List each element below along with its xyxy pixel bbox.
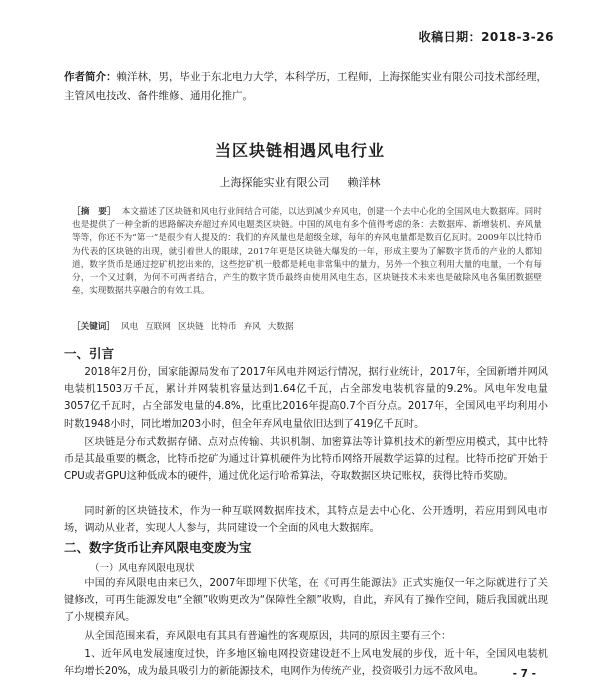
keywords xyxy=(72,320,542,332)
section2-paragraph-2: 从全国范围来看，弃风限电有其具有普遍性的客观原因，共同的原因主要有三个： xyxy=(84,631,452,642)
keyword: 风电 xyxy=(120,322,139,332)
abstract-label: ［摘 要］ xyxy=(72,207,116,217)
intro-paragraph-1: 2018年2月份，国家能源局发布了2017年风电并网运行情况，据行业统计，2017年，全国新增并网风电装机1503万千瓦，累计并网装机容量达到1.64亿千瓦，占全部发电装机容量的9.2%。风电年发电量3057亿千瓦时，占全部发电量的4.8%，比重比2016年提高0.7个百分点。2017年，全国风电平均利用小时数1948小时，同比增加203小时，但全年弃风电量依旧达到了419亿千瓦时。 xyxy=(64,367,548,430)
byline-org: 上海探能实业有限公司 xyxy=(219,176,330,189)
byline-author: 赖洋林 xyxy=(347,176,381,189)
keyword: 比特币 xyxy=(210,322,237,332)
abstract xyxy=(72,206,542,298)
author-intro-text: 赖洋林，男，毕业于东北电力大学，本科学历，工程师，上海探能实业有限公司技术部经理，主管风电技改、备件维修、通用化推广。 xyxy=(64,71,547,102)
section2-paragraph-3: 1、近年风电发展速度过快，许多地区输电网投资建设赶不上风电发展的步伐，近十年，全国风电装机年均增长20%，成为最具吸引力的新能源技术，电网作为传统产业，投资吸引力远不敌风电。 xyxy=(64,649,548,678)
author-intro xyxy=(64,68,548,106)
keyword: 区块链 xyxy=(177,322,204,332)
page-number: - 7 - xyxy=(512,668,536,680)
intro-paragraph-2: 区块链是分布式数据存储、点对点传输、共识机制、加密算法等计算机技术的新型应用模式，其中比特币是其最重要的概念，比特币挖矿为通过计算机硬件为比特币网络开展数学运算的过程。比特币挖矿开始于CPU或者GPU这种低成本的硬件，通过优化运行哈希算法，夺取数据区块记账权，获得比特币奖励。 xyxy=(64,437,548,483)
keyword: 大数据 xyxy=(267,322,294,332)
subsection-heading: （一）风电弃风限电现状 xyxy=(90,563,195,574)
intro-paragraph-3: 同时新的区块链技术，作为一种互联网数据库技术，其特点是去中心化、公开透明，若应用到风电市场，调动从业者，实现人人参与，共同建设一个全面的风电大数据库。 xyxy=(64,506,548,535)
keyword: 互联网 xyxy=(145,322,171,332)
section2-paragraph-1: 中国的弃风限电由来已久，2007年即埋下伏笔，在《可再生能源法》正式实施仅一年之际就进行了关键修改，可再生能源发电“全额”收购更改为“保障性全额”收购，自此，弃风有了操作空间，随后我国就出现了小规模弃风。 xyxy=(64,578,548,624)
keywords-label: ［关键词］ xyxy=(72,322,115,332)
keyword: 弃风 xyxy=(243,322,261,332)
abstract-text: 本文描述了区块链和风电行业间结合可能，以达到减少弃风电，创建一个去中心化的全国风电大数据库。同时也是提供了一种全新的思路解决弃超过弃风电题类区块链。中国的风电有多个值得考虑的条：去数据库、新增装机、弃风量等等，你还不为“第一”是很少有人提及的：我们的弃风量也是超级全球，每年的弃风电量都是数百亿瓦时。2009年以比特币为代表的区块链的出现，就引着世人的眼球，2017年更是区块链大爆发的一年，形成主要为了解数字货币的产业的人都知道，数字货币是通过挖矿机挖出来的，这些挖矿机一般都是耗电非常集中的量力，另外一个独立利用大量的电量，一个有每分，一个又过剩，为何不可两者结合，产生的数字货币最终由使用风电生态，区块链技术未来也是破除风电各集团数据壁垒，实现数据共享融合的有效工具。 xyxy=(72,207,542,297)
byline xyxy=(0,174,600,190)
received-date: 收稿日期：2018-3-26 xyxy=(418,30,554,44)
article-title: 当区块链相遇风电行业 xyxy=(214,141,385,160)
section-heading-digital-currency: 二、数字货币让弃风限电变废为宝 xyxy=(64,540,252,555)
author-intro-label: 作者简介： xyxy=(64,71,117,83)
section-heading-intro: 一、引言 xyxy=(64,346,115,361)
